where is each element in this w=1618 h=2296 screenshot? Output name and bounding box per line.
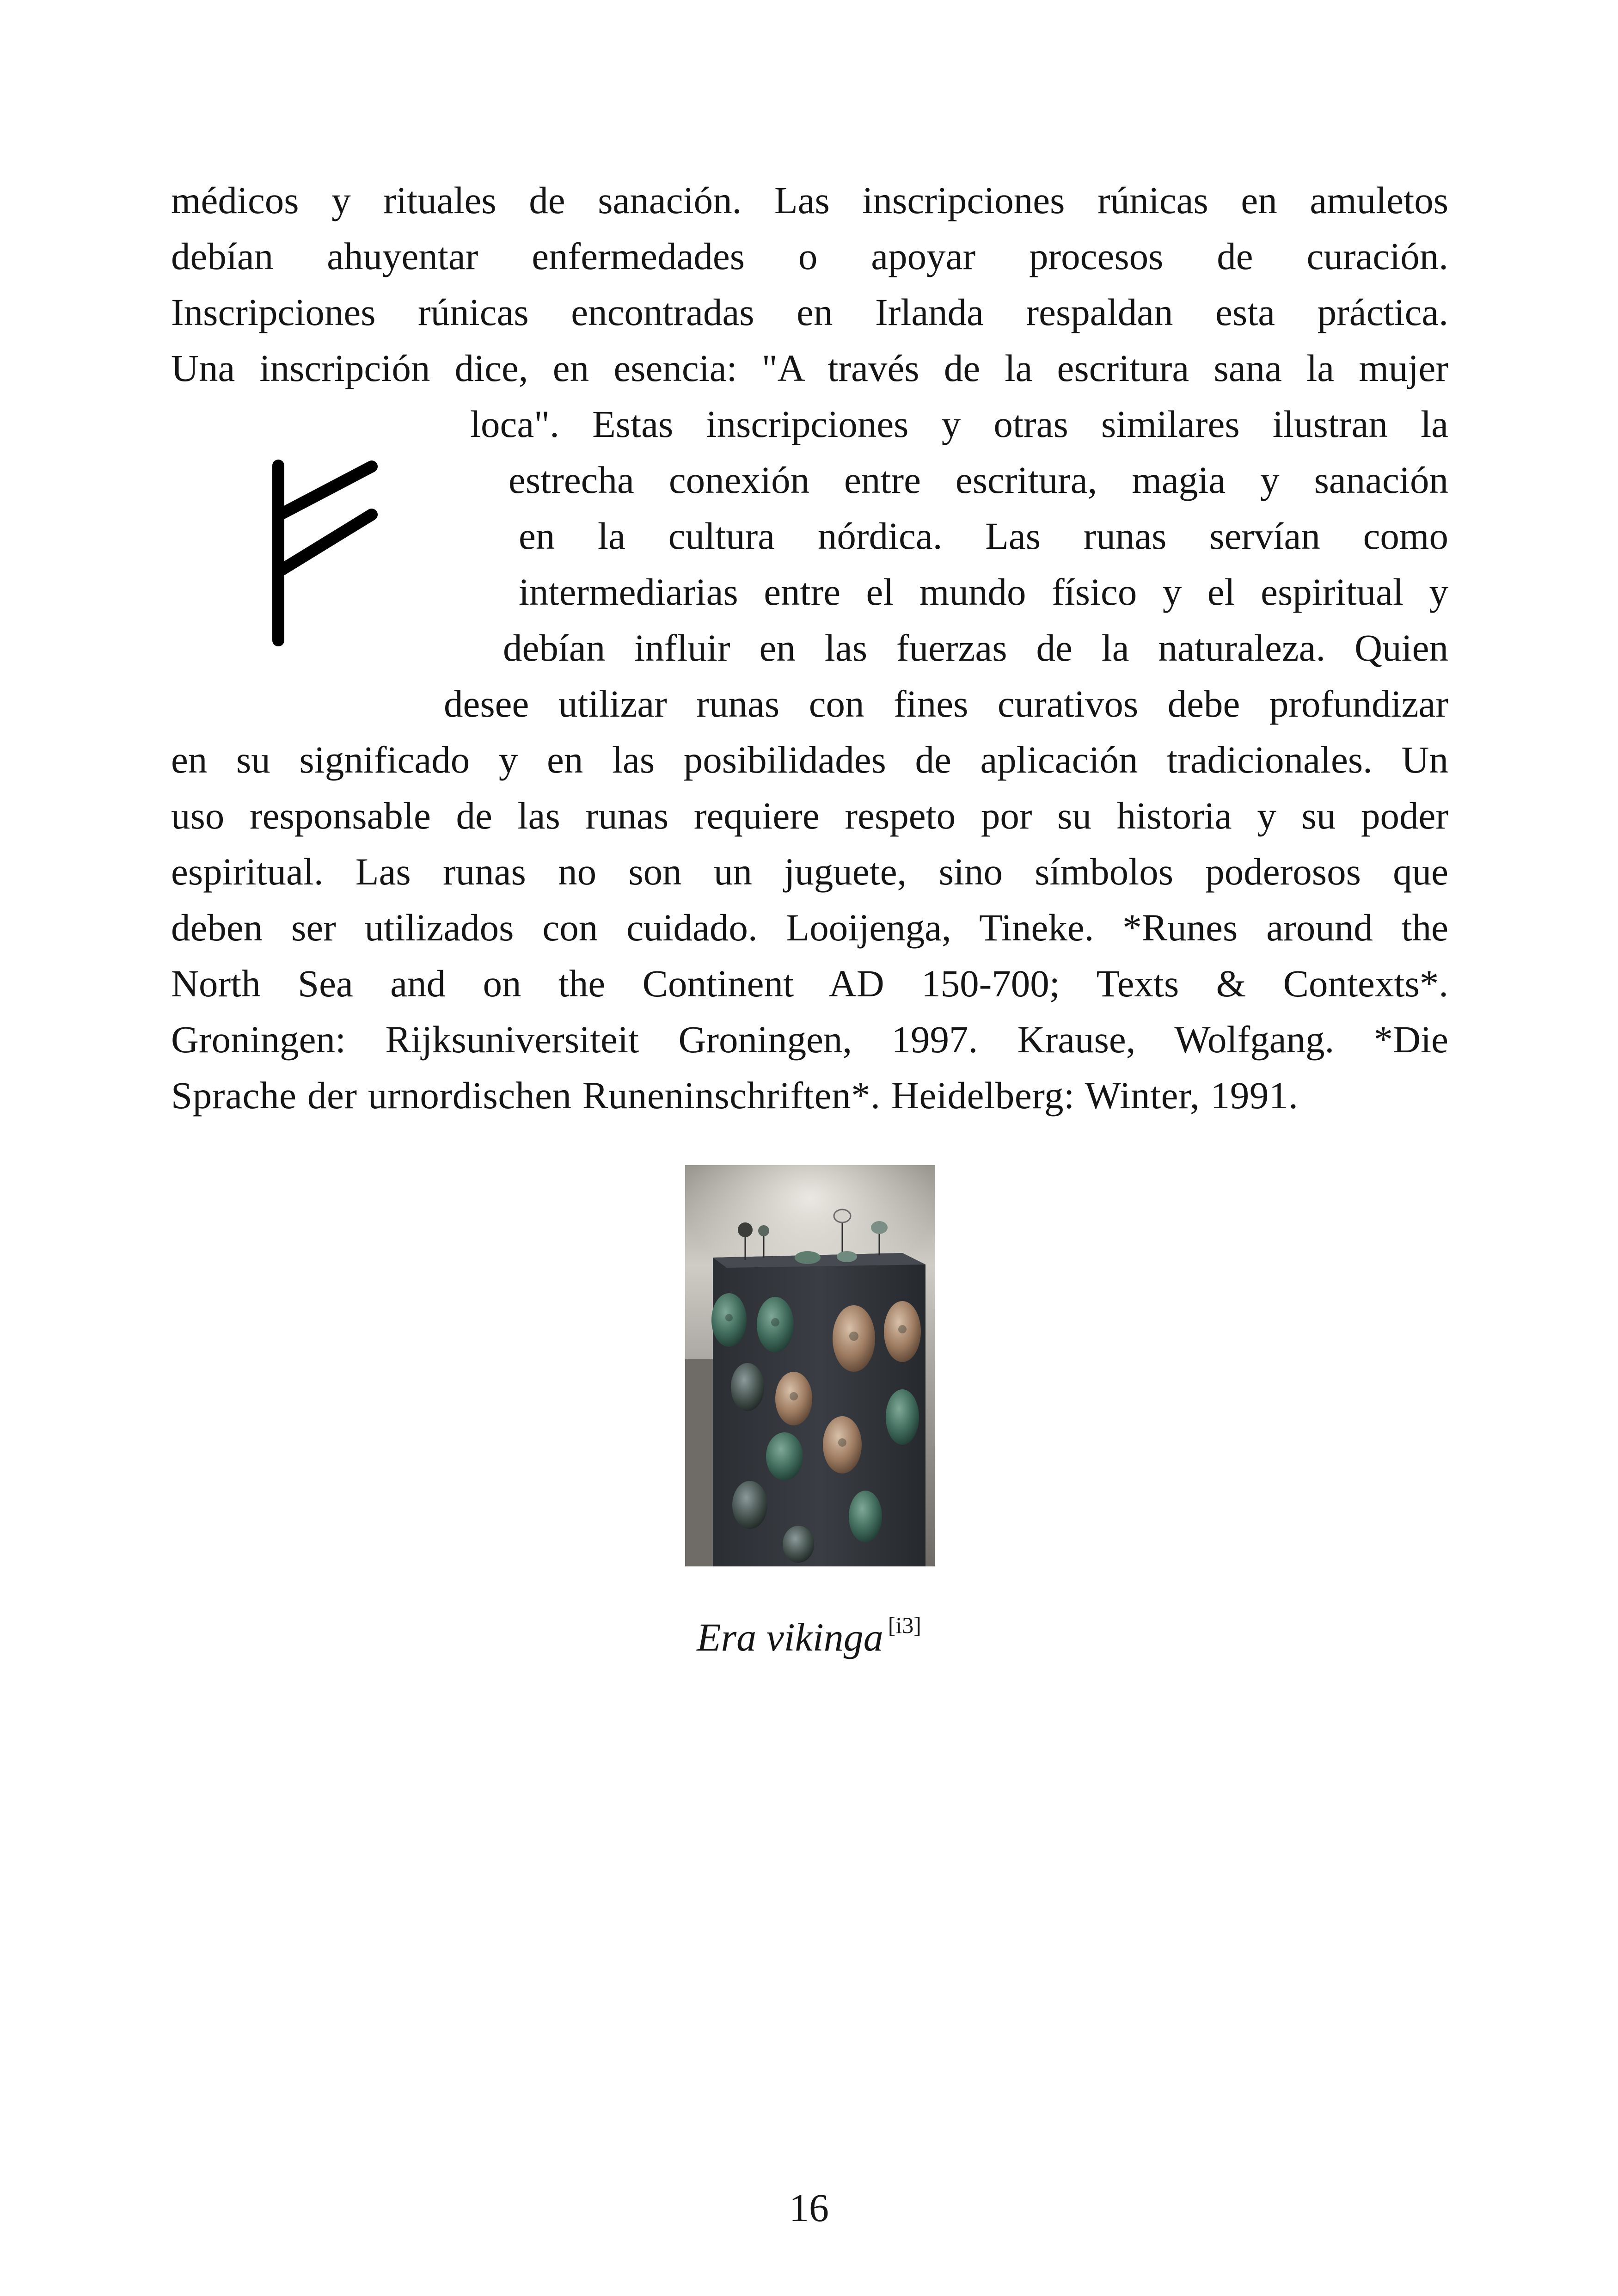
- body-line-4: Una inscripción dice, en esencia: "A través de la escritura sana la mujer: [171, 347, 1448, 389]
- body-line-7: en la cultura nórdica. Las runas servían como: [519, 515, 1448, 557]
- body-line-3: Inscripciones rúnicas encontradas en Irlanda respaldan esta práctica.: [171, 291, 1448, 333]
- figure-caption: [601, 1614, 1017, 1657]
- caption-text: Era vikinga: [697, 1615, 883, 1659]
- body-line-16: Groningen: Rijksuniversiteit Groningen, 1997. Krause, Wolfgang. *Die: [171, 1018, 1448, 1061]
- body-line-6: estrecha conexión entre escritura, magia y sanación: [509, 459, 1448, 501]
- museum-display-photo: [685, 1165, 935, 1566]
- body-line-8: intermediarias entre el mundo físico y el espiritual y: [519, 571, 1448, 613]
- body-line-10: desee utilizar runas con fines curativos debe profundizar: [444, 682, 1448, 725]
- body-line-14: deben ser utilizados con cuidado. Looijenga, Tineke. *Runes around the: [171, 906, 1448, 949]
- body-line-15: North Sea and on the Continent AD 150-700; Texts & Contexts*.: [171, 962, 1448, 1005]
- fehu-rune-icon: [259, 451, 393, 654]
- body-line-9: debían influir en las fuerzas de la naturaleza. Quien: [503, 626, 1448, 669]
- body-line-13: espiritual. Las runas no son un juguete, sino símbolos poderosos que: [171, 850, 1448, 893]
- caption-reference: [i3]: [888, 1612, 921, 1638]
- page-number: 16: [789, 2185, 829, 2230]
- body-line-5: loca". Estas inscripciones y otras similares ilustran la: [470, 403, 1448, 445]
- body-line-1: médicos y rituales de sanación. Las inscripciones rúnicas en amuletos: [171, 179, 1448, 221]
- body-line-2: debían ahuyentar enfermedades o apoyar procesos de curación.: [171, 235, 1448, 277]
- body-line-12: uso responsable de las runas requiere respeto por su historia y su poder: [171, 794, 1448, 837]
- body-line-17: Sprache der urnordischen Runeninschriften*. Heidelberg: Winter, 1991.: [171, 1074, 1299, 1117]
- body-line-11: en su significado y en las posibilidades de aplicación tradicionales. Un: [171, 738, 1448, 781]
